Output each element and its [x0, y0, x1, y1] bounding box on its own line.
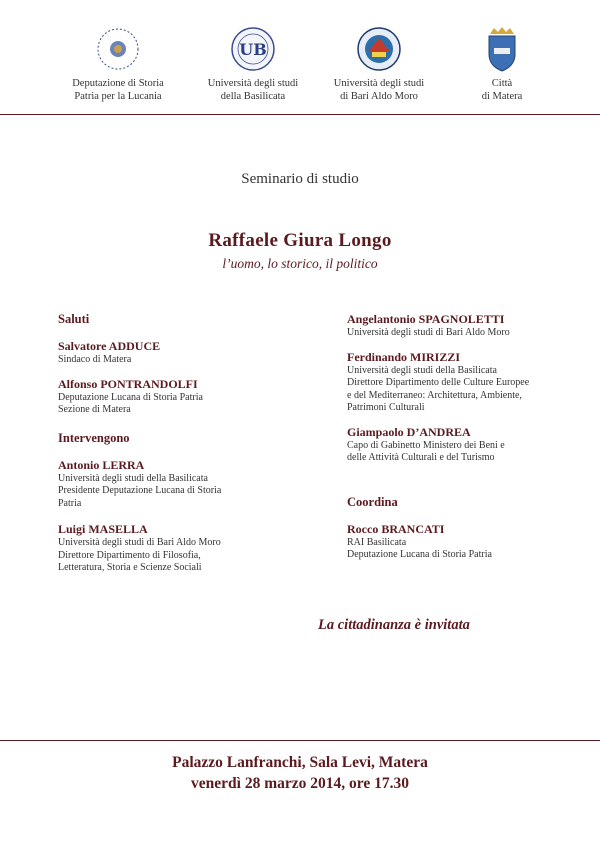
header-divider	[0, 114, 600, 115]
logo-matera	[437, 26, 567, 103]
program-left-column	[58, 312, 288, 585]
speaker-affiliation: RAI Basilicata	[347, 536, 407, 548]
speaker-affiliation: Patrimoni Culturali	[347, 402, 425, 413]
logo-caption: Città di Matera	[481, 78, 523, 102]
speaker-name: Alfonso PONTRANDOLFI	[58, 376, 198, 391]
svg-text:UB: UB	[239, 40, 267, 59]
matera-crest-icon	[484, 26, 520, 72]
speaker-name: Antonio LERRA	[58, 457, 145, 472]
speaker-name: Salvatore ADDUCE	[58, 339, 161, 353]
speaker-entry	[58, 458, 288, 511]
footer-divider	[0, 740, 600, 741]
speaker-name: Giampaolo D’ANDREA	[347, 424, 471, 439]
logo-deputazione	[53, 26, 183, 103]
program-right-column	[347, 312, 577, 572]
speaker-entry	[347, 425, 577, 465]
event-type: Seminario di studio	[241, 171, 359, 187]
section-intervengono: Intervengono	[58, 430, 130, 445]
speaker-affiliation: Direttore Dipartimento delle Culture Europee	[347, 377, 530, 388]
invitation-note: La cittadinanza è invitata	[318, 617, 470, 633]
speaker-affiliation: delle Attività Culturali e del Turismo	[347, 452, 495, 463]
speaker-affiliation: Letteratura, Storia e Scienze Sociali	[58, 562, 202, 573]
speaker-affiliation: Università degli studi della Basilicata	[58, 472, 208, 484]
speaker-affiliation: Deputazione Lucana di Storia Patria	[58, 391, 203, 403]
speaker-entry	[58, 339, 288, 367]
logo-caption: Università degli studi di Bari Aldo Moro	[333, 78, 425, 102]
speaker-name: Ferdinando MIRIZZI	[347, 349, 461, 364]
speaker-affiliation: Università degli studi di Bari Aldo Moro	[347, 327, 510, 338]
logo-caption: Deputazione di Storia Patria per la Lucania	[72, 78, 164, 102]
speaker-entry	[58, 522, 288, 575]
venue-place: Palazzo Lanfranchi, Sala Levi, Matera	[172, 754, 428, 771]
speaker-affiliation: e del Mediterraneo: Architettura, Ambiente,	[347, 389, 522, 401]
speaker-entry	[347, 522, 577, 562]
logo-caption: Università degli studi della Basilicata	[207, 78, 299, 102]
deputazione-seal-icon	[95, 26, 141, 72]
logo-unibas	[188, 26, 318, 103]
event-subtitle: l’uomo, lo storico, il politico	[222, 256, 378, 271]
logo-uniba	[314, 26, 444, 103]
speaker-entry	[347, 312, 577, 340]
header-logos	[0, 0, 600, 115]
speaker-name: Luigi MASELLA	[58, 522, 148, 536]
venue-datetime: venerdì 28 marzo 2014, ore 17.30	[191, 775, 409, 792]
section-coordina: Coordina	[347, 494, 398, 509]
speaker-affiliation: Capo di Gabinetto Ministero dei Beni e	[347, 439, 505, 451]
speaker-affiliation: Direttore Dipartimento di Filosofia,	[58, 549, 201, 561]
speaker-affiliation: Presidente Deputazione Lucana di Storia	[58, 485, 222, 496]
event-title: Raffaele Giura Longo	[208, 230, 392, 251]
speaker-affiliation: Università degli studi della Basilicata	[347, 364, 497, 376]
speaker-name: Angelantonio SPAGNOLETTI	[347, 312, 505, 326]
section-saluti: Saluti	[58, 312, 90, 326]
uniba-seal-icon	[356, 26, 402, 72]
speaker-entry	[58, 377, 288, 417]
speaker-affiliation: Sezione di Matera	[58, 404, 131, 415]
speaker-affiliation: Università degli studi di Bari Aldo Moro	[58, 537, 221, 548]
venue-block	[0, 752, 600, 794]
speaker-affiliation: Patria	[58, 497, 82, 509]
speaker-entry	[347, 350, 577, 415]
speaker-name: Rocco BRANCATI	[347, 521, 445, 536]
speaker-affiliation: Sindaco di Matera	[58, 354, 132, 365]
unibas-seal-icon	[230, 26, 276, 72]
speaker-affiliation: Deputazione Lucana di Storia Patria	[347, 549, 492, 560]
